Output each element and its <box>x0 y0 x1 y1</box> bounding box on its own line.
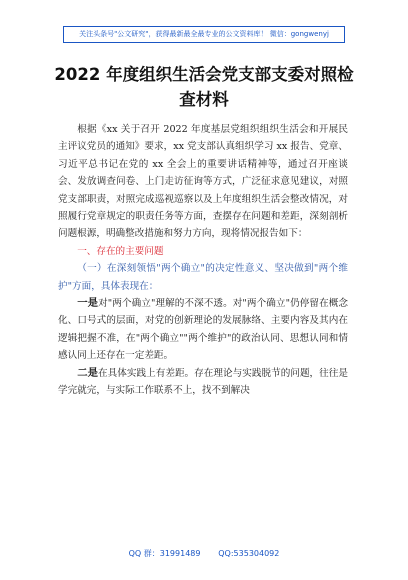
item-lead-1: 一是 <box>77 297 99 310</box>
subsection-heading-1: （一）在深刻领悟"两个确立"的决定性意义、坚决做到"两个维护"方面，具体表现在： <box>58 263 348 292</box>
intro-paragraph: 根据《xx 关于召开 2022 年度基层党组织组织生活会和开展民主评议党员的通知》要求，xx 党支部认真组织学习 xx 报告、党章、习近平总书记在党的 xx 全会上的重要讲话精神等，通过召开座谈会、发放调查问卷、上门走访征询等方式，广泛征求意见建议，对照党支部职责，对照完成巡视巡察以及上年度组织生活会整改情况，对照履行党章规定的职责任务等方面，查摆存在问题和差距，深刻剖析问题根源，明确整改措施和努力方向，现将情况报告如下： <box>58 124 348 240</box>
section-heading-1: 一、存在的主要问题 <box>77 245 164 257</box>
item-lead-2: 二是 <box>77 366 99 379</box>
document-title-line-2: 查材料 <box>179 90 229 109</box>
item-text-1: 对"两个确立"理解的不深不透。对"两个确立"仍停留在概念化、口号式的层面，对党的创新理论的发展脉络、主要内容及其内在逻辑把握不准，在"两个确立""两个维护"的政治认同、思想认同和情感认同上还存在一定差距。 <box>58 298 349 362</box>
document-title-line-1: 2022 年度组织生活会党支部支委对照检 <box>54 65 354 84</box>
document-body <box>58 121 348 400</box>
item-paragraph-2 <box>58 365 348 400</box>
promo-banner: 关注头条号"公文研究"，获得最新最全最专业的公文资料库！ 微信：gongwenyj <box>63 26 345 43</box>
item-paragraph-1 <box>58 295 348 365</box>
contact-footer: QQ 群：31991489 QQ:535304092 <box>128 549 280 558</box>
item-text-2: 在具体实践上有差距。存在理论与实践脱节的问题，往往是学完就完，与实际工作联系不上，找不到解决 <box>58 367 349 397</box>
